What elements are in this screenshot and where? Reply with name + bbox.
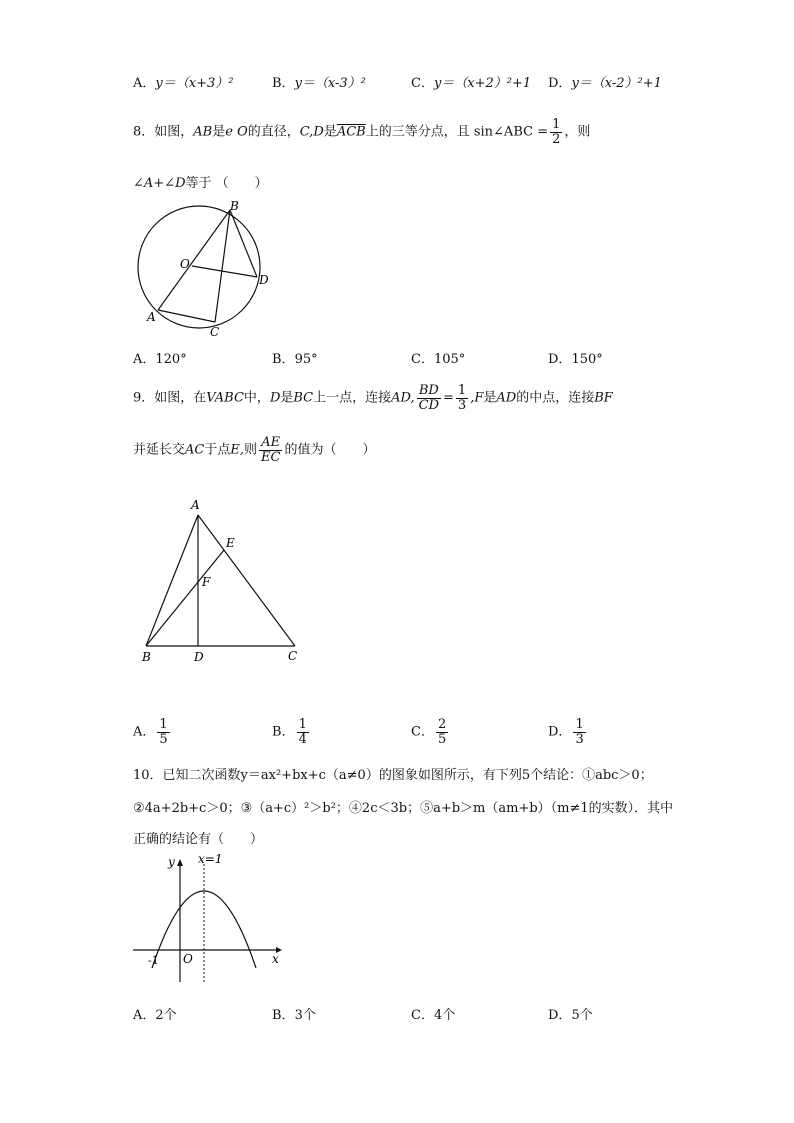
option-text: y＝（x+3）² (155, 76, 234, 91)
segment-ad: AD (496, 390, 517, 406)
fraction-numerator: 1 (298, 717, 307, 732)
text: 上一点，连接 (313, 390, 392, 406)
text: 并延长交 (133, 442, 186, 458)
label-a: A (147, 310, 156, 324)
chord-bd (230, 210, 257, 277)
option-letter: D． (548, 76, 572, 91)
side-ac (198, 515, 295, 646)
fraction-one-third (456, 384, 468, 412)
option-text: 150° (571, 352, 603, 367)
q8-stem-line2 (133, 172, 268, 191)
option-letter: B． (272, 352, 295, 367)
q8-option-b (272, 348, 318, 367)
question-number: 8．如图， (133, 124, 194, 140)
label-c: C (288, 649, 298, 663)
option-letter: D． (548, 352, 572, 367)
label-axis-x-equals-1: x=1 (198, 852, 223, 866)
triangle-abc: VABC (206, 390, 244, 406)
option-text: 2个 (155, 1008, 177, 1023)
option-fraction (157, 718, 169, 746)
fraction-denominator: 4 (298, 731, 307, 747)
option-text: 5个 (571, 1008, 593, 1023)
q10-option-d (548, 1004, 593, 1023)
option-letter: B． (272, 724, 295, 740)
q9-triangle-figure (135, 495, 310, 670)
option-letter: A． (133, 724, 156, 740)
label-c: C (210, 325, 220, 339)
text: 中， (243, 390, 270, 406)
q9-option-a (133, 718, 172, 746)
option-text: 95° (294, 352, 318, 367)
option-letter: C． (411, 76, 434, 91)
text: 是 (280, 390, 294, 406)
text: ，则 (564, 124, 591, 140)
option-letter: D． (548, 724, 572, 740)
option-text: 105° (433, 352, 466, 367)
text: 的中点，连接 (516, 390, 595, 406)
option-letter: D． (548, 1008, 572, 1023)
label-a: A (191, 498, 200, 512)
text: 是 (323, 124, 337, 140)
q10-stem-line3: 正确的结论有（ ） (133, 832, 264, 847)
option-letter: C． (411, 1008, 434, 1023)
point-e: E, (230, 442, 244, 458)
fraction-denominator: EC (261, 449, 281, 465)
option-letter: A． (133, 1008, 156, 1023)
q7-option-a (133, 72, 233, 91)
segment-be (146, 550, 224, 646)
option-letter: A． (133, 76, 156, 91)
label-d: D (194, 650, 204, 664)
q7-option-c (411, 72, 531, 91)
label-d: D (259, 273, 269, 287)
q8-option-d (548, 348, 603, 367)
label-x: x (272, 952, 279, 966)
fraction-numerator: 1 (575, 717, 584, 732)
fraction-numerator: 1 (552, 117, 561, 132)
fraction-denominator: 2 (552, 131, 561, 147)
q9-option-b (272, 718, 311, 746)
q10-stem-line2: ②4a+2b+c＞0；③（a+c）²＞b²；④2c＜3b；⑤a+b＞m（am+b）（m≠1的实数）．其中 (133, 801, 674, 816)
q9-stem-line2 (133, 436, 375, 464)
point-d: D (269, 390, 281, 406)
q9-option-d (548, 718, 588, 746)
option-letter: C． (411, 352, 434, 367)
arc-acb: $\overline{ACB}$ (336, 124, 366, 140)
fraction-denominator: 5 (159, 731, 168, 747)
label-e: E (226, 536, 235, 550)
equals-sign: = (443, 390, 454, 406)
q10-option-c (411, 1004, 455, 1023)
point-f: ,F (470, 390, 484, 406)
circle-o: e O (225, 124, 248, 140)
q10-option-b (272, 1004, 316, 1023)
q7-option-d (548, 72, 662, 91)
text: 是 (212, 124, 226, 140)
q9-option-c (411, 718, 450, 746)
fraction-numerator: 1 (457, 383, 467, 398)
text: 则 (244, 442, 258, 458)
q10-stem-line1: 10．已知二次函数y＝ax²+bx+c（a≠0）的图象如图所示，有下列5个结论：①abc＞0； (133, 768, 653, 783)
option-text: y＝（x+2）²+1 (433, 76, 532, 91)
fraction-denominator: 3 (575, 731, 584, 747)
q10-option-a (133, 1004, 177, 1023)
option-letter: B． (272, 76, 295, 91)
text: 的值为（ ） (284, 442, 376, 458)
points-cd: C,D (299, 124, 324, 140)
segment-ab: AB (193, 124, 213, 140)
label-y: y (168, 855, 175, 869)
option-text: 3个 (294, 1008, 316, 1023)
segment-ad: AD, (391, 390, 415, 406)
text: 上的三等分点，且 sin∠ABC = (365, 124, 549, 140)
label-neg-1: -1 (148, 954, 159, 967)
label-b: B (142, 650, 151, 664)
label-f: F (202, 575, 211, 589)
option-text: y＝（x-2）²+1 (571, 76, 662, 91)
fraction-numerator: 1 (159, 717, 168, 732)
q9-stem-line1 (133, 384, 613, 412)
option-letter: A． (133, 352, 156, 367)
question-number: 9．如图，在 (133, 390, 207, 406)
q8-circle-figure (130, 198, 280, 343)
segment-bc: BC (293, 390, 314, 406)
text: 是 (483, 390, 497, 406)
segment-bf: BF (594, 390, 613, 406)
y-axis-arrow (177, 859, 183, 866)
chord-ac (158, 310, 215, 322)
option-fraction (436, 718, 448, 746)
fraction-bd-cd (417, 384, 441, 412)
fraction-numerator: 2 (437, 717, 447, 732)
fraction-one-half (550, 118, 562, 146)
side-ab (146, 515, 198, 646)
fraction-denominator: 5 (437, 731, 447, 747)
q8-option-a (133, 348, 187, 367)
fraction-denominator: 3 (457, 397, 467, 413)
q7-option-b (272, 72, 366, 91)
text: 等于 （ ） (185, 176, 268, 191)
fraction-ae-ec (259, 436, 282, 464)
option-text: y＝（x-3）² (294, 76, 366, 91)
q8-option-c (411, 348, 465, 367)
option-fraction (573, 718, 585, 746)
label-b: B (230, 199, 239, 213)
q10-parabola-figure (128, 850, 288, 988)
option-text: 4个 (433, 1008, 456, 1023)
segment-od (192, 266, 257, 277)
option-fraction (297, 718, 309, 746)
text: 于点 (204, 442, 231, 458)
q8-stem-line1 (133, 118, 590, 146)
fraction-numerator: BD (418, 383, 439, 398)
fraction-numerator: AE (261, 435, 281, 450)
option-letter: C． (411, 724, 434, 740)
segment-ac: AC (185, 442, 205, 458)
label-o: O (180, 257, 190, 271)
text: 的直径， (247, 124, 300, 140)
angle-sum: ∠A+∠D (133, 176, 186, 191)
fraction-denominator: CD (418, 397, 440, 413)
option-text: 120° (155, 352, 187, 367)
option-letter: B． (272, 1008, 295, 1023)
label-origin: O (183, 952, 193, 966)
